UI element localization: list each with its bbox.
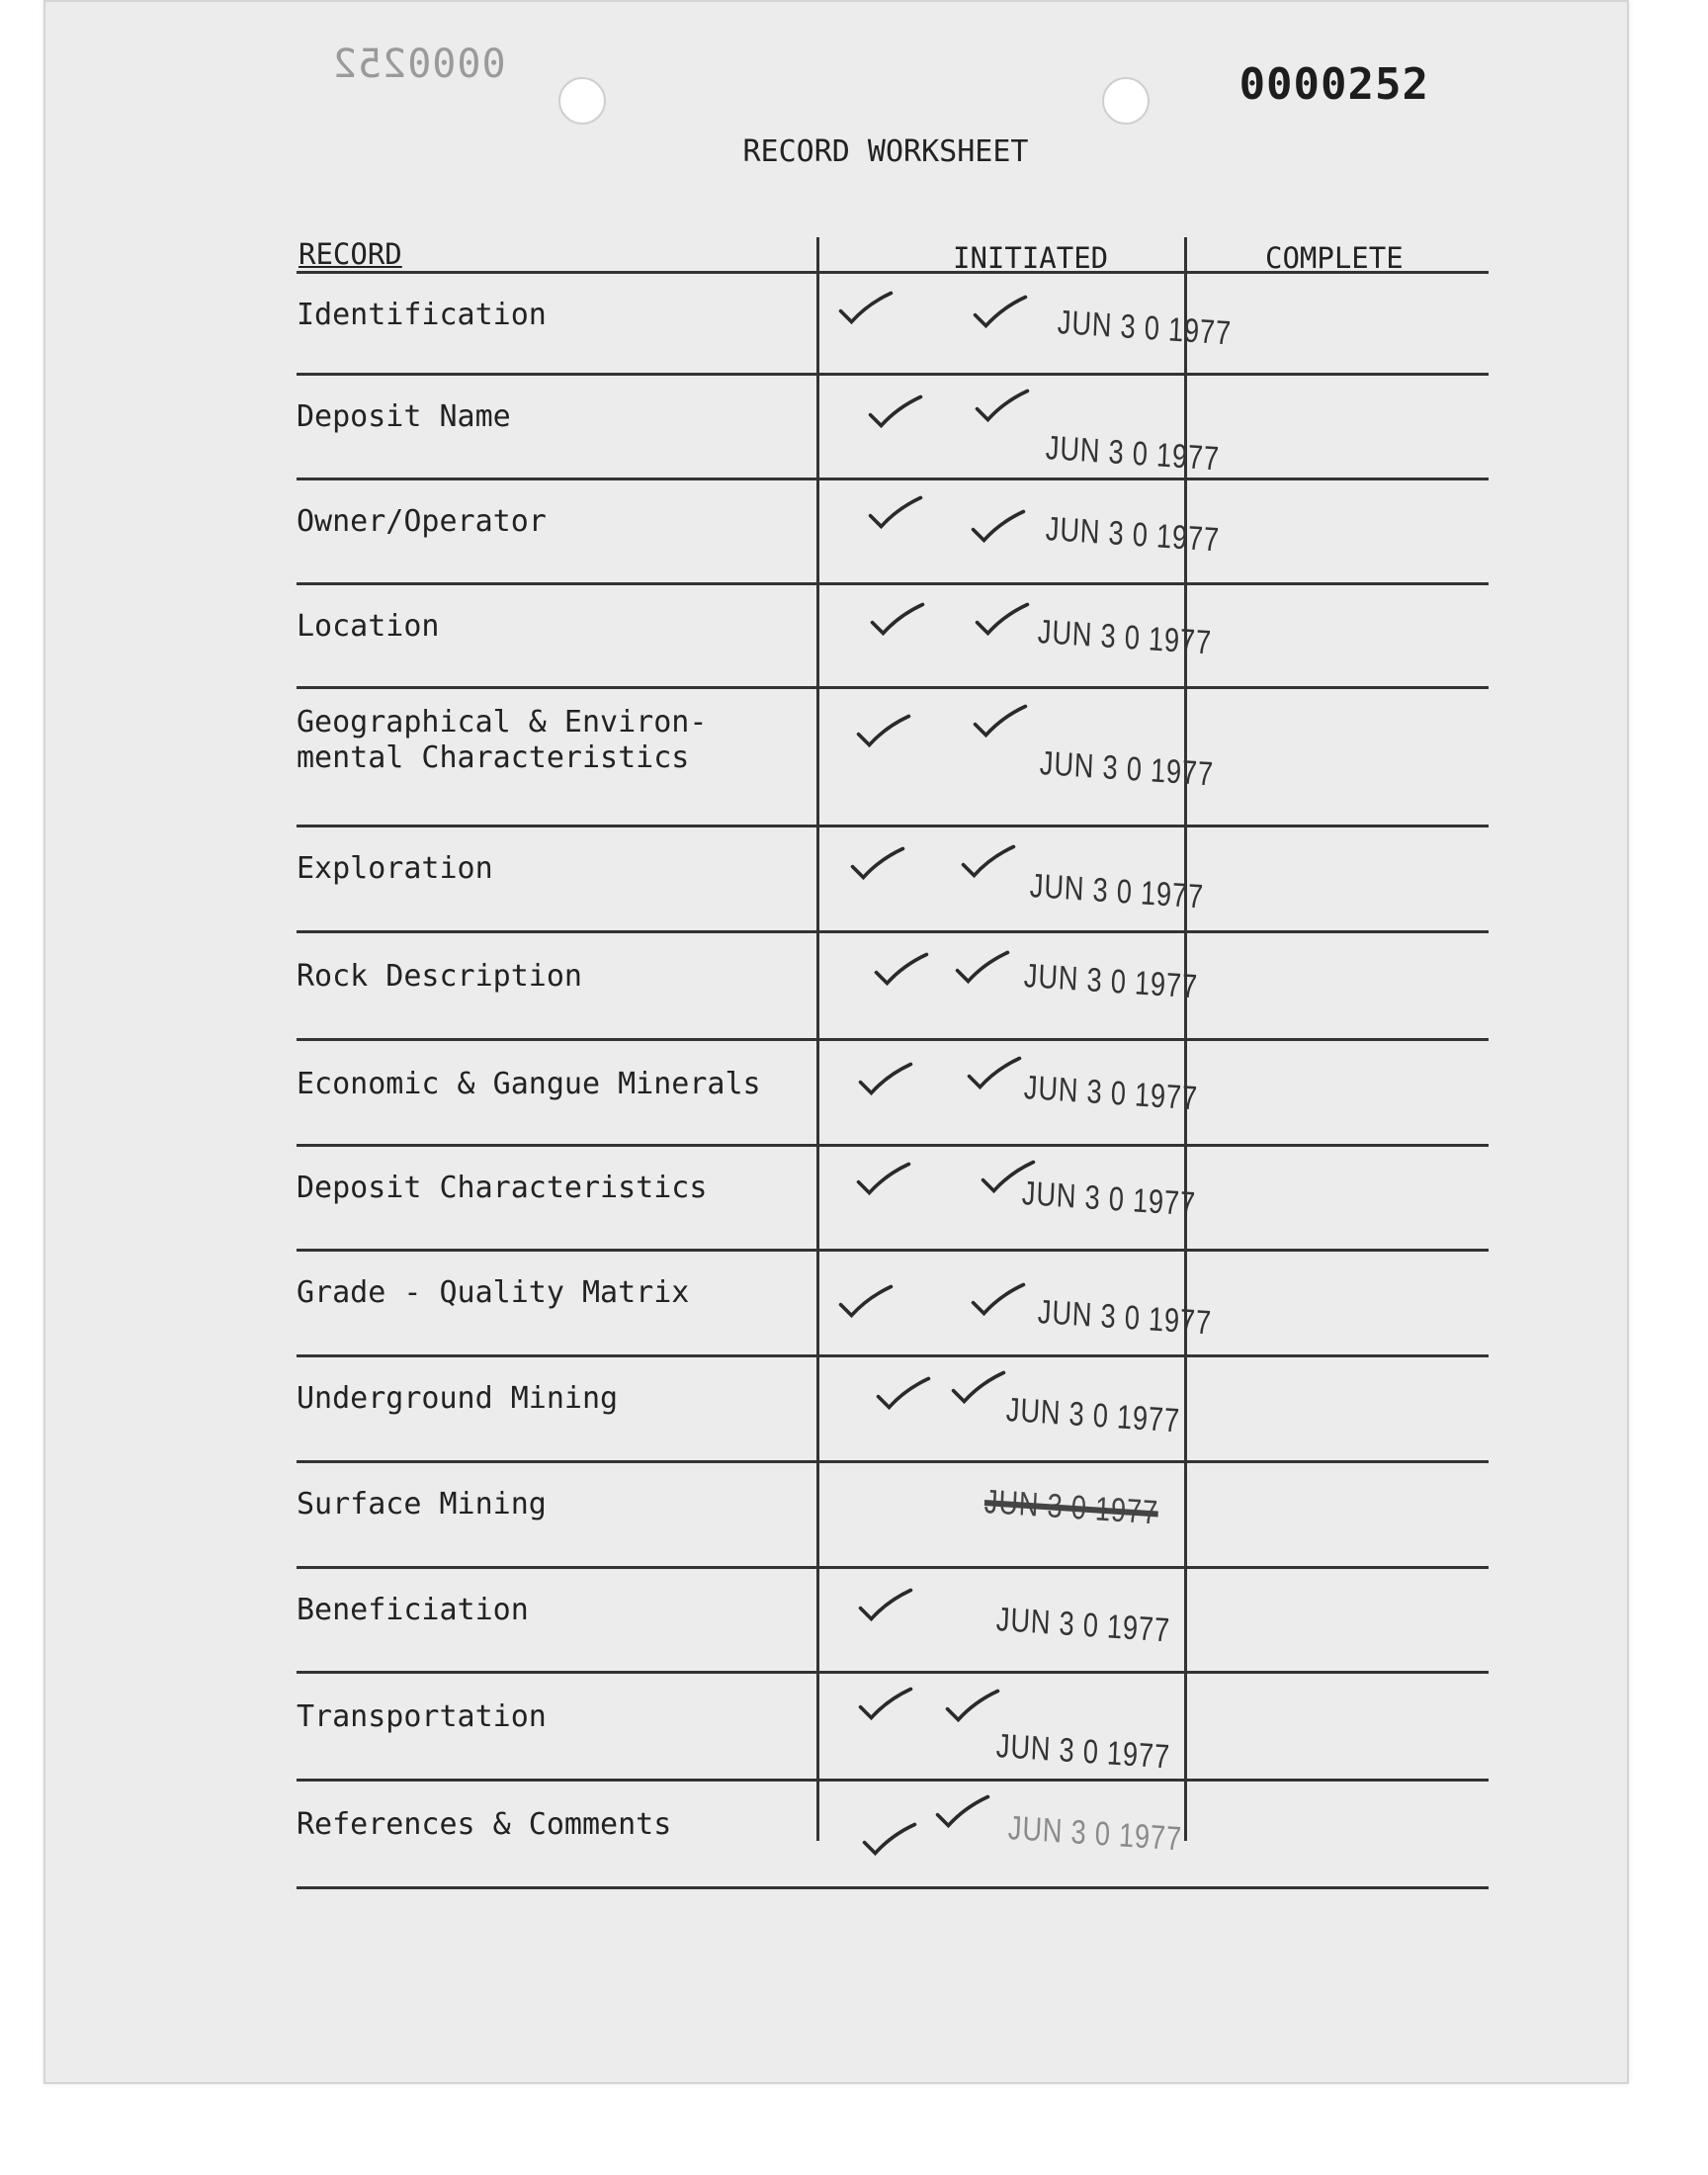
date-stamp: JUN 3 0 1977 — [995, 1601, 1171, 1650]
record-label: References & Comments — [297, 1807, 672, 1842]
table-row — [297, 376, 1489, 480]
check-mark-icon — [965, 1053, 1024, 1092]
record-label: Geographical & Environ- mental Characteristics — [297, 705, 708, 775]
page-title: RECORD WORKSHEET — [742, 134, 1029, 169]
check-mark-icon — [943, 1686, 1002, 1725]
table-row — [297, 1674, 1489, 1782]
check-mark-icon — [848, 843, 907, 883]
table-row — [297, 933, 1489, 1041]
date-stamp: JUN 3 0 1977 — [1057, 304, 1233, 353]
date-stamp: JUN 3 0 1977 — [1029, 867, 1205, 916]
column-header-complete: COMPLETE — [1265, 241, 1404, 275]
record-table — [297, 237, 1489, 1889]
check-mark-icon — [866, 392, 925, 431]
record-label: Identification — [297, 298, 547, 332]
check-mark-icon — [971, 292, 1030, 331]
record-label: Owner/Operator — [297, 504, 547, 539]
table-row — [297, 827, 1489, 933]
column-header-initiated: INITIATED — [953, 241, 1109, 275]
check-mark-icon — [949, 1367, 1008, 1407]
date-stamp: JUN 3 0 1977 — [1023, 1069, 1199, 1118]
record-label: Deposit Name — [297, 399, 511, 434]
date-stamp: JUN 3 0 1977 — [1039, 744, 1215, 794]
check-mark-icon — [959, 841, 1018, 881]
check-mark-icon — [973, 386, 1032, 425]
check-mark-icon — [836, 1281, 896, 1321]
record-label: Exploration — [297, 851, 493, 886]
check-mark-icon — [854, 1159, 913, 1198]
table-row — [297, 1147, 1489, 1252]
record-label: Economic & Gangue Minerals — [297, 1067, 761, 1101]
check-mark-icon — [933, 1791, 992, 1831]
table-row — [297, 1252, 1489, 1357]
table-row — [297, 274, 1489, 376]
date-stamp: JUN 3 0 1977 — [1021, 1174, 1197, 1224]
table-row — [297, 1463, 1489, 1569]
table-row — [297, 689, 1489, 827]
check-mark-icon — [856, 1585, 915, 1624]
column-header-record: RECORD — [299, 237, 402, 271]
date-stamp: JUN 3 0 1977 — [995, 1727, 1171, 1777]
table-header — [297, 237, 1489, 274]
check-mark-icon — [856, 1059, 915, 1098]
table-row — [297, 585, 1489, 689]
check-mark-icon — [971, 701, 1030, 740]
table-row — [297, 480, 1489, 585]
document-number-bleedthrough: 0000252 — [332, 42, 506, 87]
check-mark-icon — [953, 947, 1012, 987]
check-mark-icon — [856, 1684, 915, 1723]
worksheet-page — [43, 0, 1629, 2084]
record-label: Grade - Quality Matrix — [297, 1275, 690, 1310]
check-mark-icon — [866, 492, 925, 532]
document-number: 0000252 — [1238, 59, 1429, 110]
table-row — [297, 1782, 1489, 1889]
record-label: Beneficiation — [297, 1593, 529, 1627]
check-mark-icon — [874, 1373, 933, 1413]
date-stamp: JUN 3 0 1977 — [1037, 613, 1213, 662]
record-label: Surface Mining — [297, 1487, 547, 1522]
check-mark-icon — [836, 288, 896, 327]
punch-hole-icon — [1102, 77, 1150, 125]
table-row — [297, 1357, 1489, 1463]
record-label: Deposit Characteristics — [297, 1171, 708, 1205]
date-stamp: JUN 3 0 1977 — [1023, 957, 1199, 1006]
record-label: Underground Mining — [297, 1381, 619, 1416]
date-stamp: JUN 3 0 1977 — [1007, 1809, 1183, 1859]
date-stamp: JUN 3 0 1977 — [1005, 1391, 1181, 1440]
check-mark-icon — [872, 949, 931, 989]
check-mark-icon — [868, 599, 927, 639]
table-body — [297, 274, 1489, 1889]
punch-hole-icon — [558, 77, 606, 125]
table-row — [297, 1569, 1489, 1674]
check-mark-icon — [969, 506, 1028, 546]
record-label: Transportation — [297, 1699, 547, 1734]
record-label: Rock Description — [297, 959, 582, 994]
check-mark-icon — [860, 1819, 919, 1859]
check-mark-icon — [969, 1279, 1028, 1319]
date-stamp: JUN 3 0 1977 — [1045, 510, 1221, 560]
check-mark-icon — [973, 599, 1032, 639]
table-row — [297, 1041, 1489, 1147]
date-stamp: JUN 3 0 1977 — [1045, 429, 1221, 478]
date-stamp: JUN 3 0 1977 — [983, 1483, 1159, 1532]
record-label: Location — [297, 609, 440, 644]
check-mark-icon — [854, 711, 913, 750]
date-stamp: JUN 3 0 1977 — [1037, 1293, 1213, 1343]
